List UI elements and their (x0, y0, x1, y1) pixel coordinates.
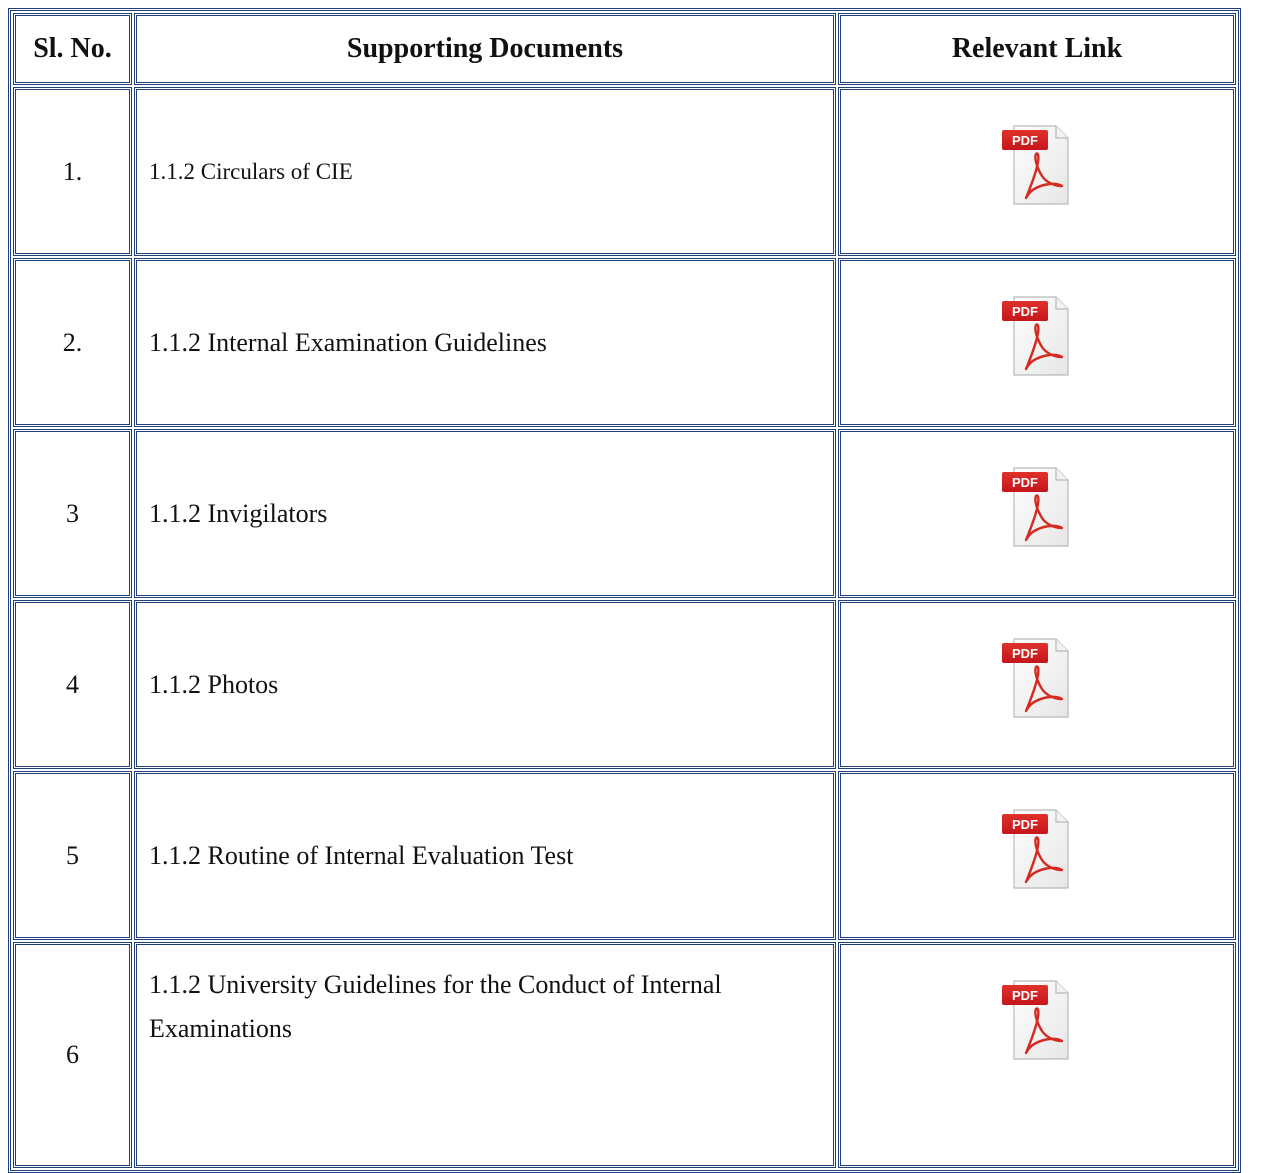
table-row (13, 771, 1236, 940)
header-relevant-link: Relevant Link (838, 13, 1236, 85)
pdf-icon[interactable] (1000, 122, 1074, 208)
pdf-icon[interactable] (1000, 635, 1074, 721)
supporting-documents-table (8, 8, 1241, 1173)
document-title: 1.1.2 Routine of Internal Evaluation Test (134, 771, 836, 940)
pdf-icon[interactable] (1000, 464, 1074, 550)
pdf-icon[interactable] (1000, 806, 1074, 892)
document-title: 1.1.2 Internal Examination Guidelines (134, 258, 836, 427)
serial-number: 3 (13, 429, 132, 598)
relevant-link-cell (838, 600, 1236, 769)
document-title: 1.1.2 Invigilators (134, 429, 836, 598)
header-sl-no: Sl. No. (13, 13, 132, 85)
table-header-row (13, 13, 1236, 85)
svg-text:PDF: PDF (1012, 304, 1038, 319)
relevant-link-cell (838, 258, 1236, 427)
table-row (13, 429, 1236, 598)
documents-table-wrapper (8, 8, 1241, 1173)
header-supporting-documents: Supporting Documents (134, 13, 836, 85)
serial-number: 1. (13, 87, 132, 256)
table-row (13, 600, 1236, 769)
relevant-link-cell (838, 429, 1236, 598)
svg-text:PDF: PDF (1012, 988, 1038, 1003)
table-row (13, 942, 1236, 1168)
document-title: 1.1.2 University Guidelines for the Conduct of Internal Examinations (134, 942, 836, 1168)
svg-text:PDF: PDF (1012, 133, 1038, 148)
relevant-link-cell (838, 942, 1236, 1168)
document-title: 1.1.2 Circulars of CIE (134, 87, 836, 256)
svg-text:PDF: PDF (1012, 646, 1038, 661)
svg-text:PDF: PDF (1012, 817, 1038, 832)
table-row (13, 87, 1236, 256)
serial-number: 4 (13, 600, 132, 769)
serial-number: 6 (13, 942, 132, 1168)
serial-number: 5 (13, 771, 132, 940)
table-row (13, 258, 1236, 427)
document-title: 1.1.2 Photos (134, 600, 836, 769)
relevant-link-cell (838, 87, 1236, 256)
svg-text:PDF: PDF (1012, 475, 1038, 490)
pdf-icon[interactable] (1000, 293, 1074, 379)
pdf-icon[interactable] (1000, 977, 1074, 1063)
relevant-link-cell (838, 771, 1236, 940)
serial-number: 2. (13, 258, 132, 427)
